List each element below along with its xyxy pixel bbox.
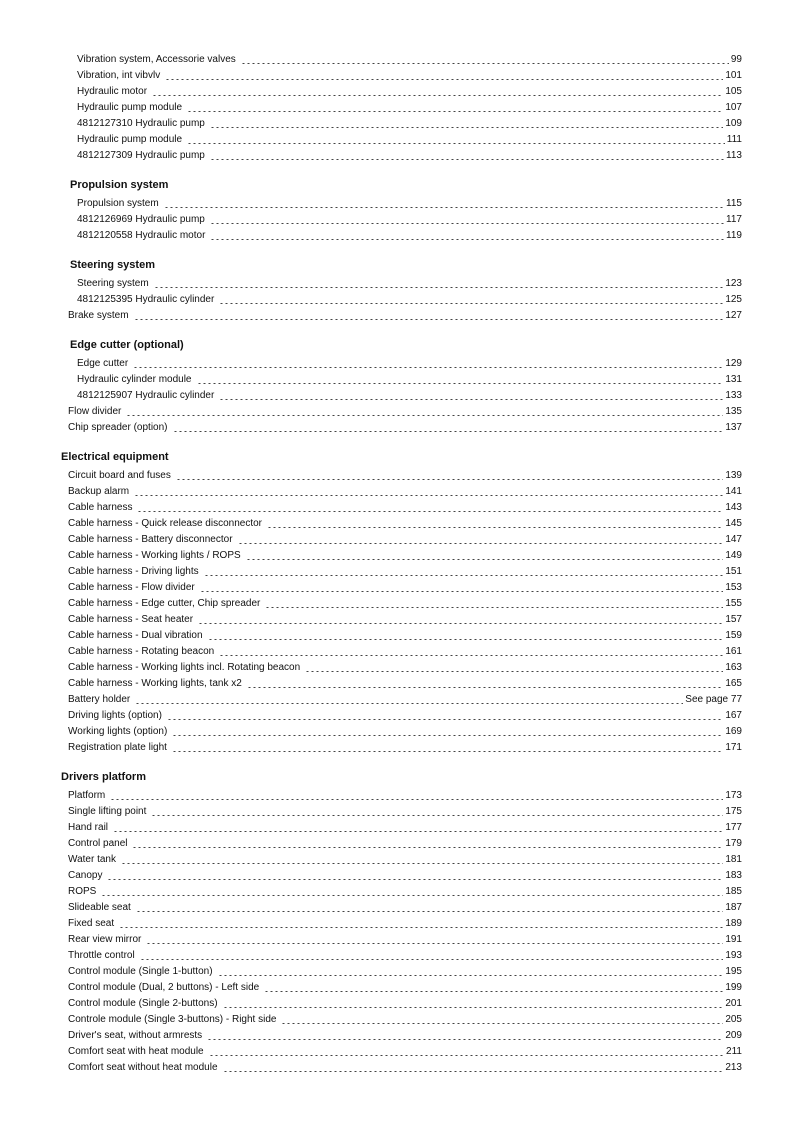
toc-entry-page: 201 (725, 998, 742, 1009)
toc-entry[interactable] (68, 306, 742, 322)
toc-entry-page: 101 (725, 70, 742, 81)
toc-entry-label: Driver's seat, without armrests (68, 1030, 203, 1041)
toc-entry-page: 155 (725, 598, 742, 609)
toc-entry-label: Hand rail (68, 822, 109, 833)
toc-entry-page: 141 (725, 486, 742, 497)
toc-entry[interactable] (77, 210, 742, 226)
dot-leader (154, 287, 724, 288)
dot-leader (208, 639, 724, 640)
toc-entry[interactable] (68, 1010, 742, 1026)
toc-entry-page: 213 (725, 1062, 742, 1073)
toc-entry[interactable] (68, 898, 742, 914)
toc-entry-page: 179 (725, 838, 742, 849)
toc-entry[interactable] (68, 498, 742, 514)
toc-entry-page: 157 (725, 614, 742, 625)
toc-entry-page: 189 (725, 918, 742, 929)
dot-leader (132, 847, 723, 848)
dot-leader (126, 415, 723, 416)
toc-entry[interactable] (77, 50, 742, 66)
toc-entry-label: Cable harness - Quick release disconnector (68, 518, 262, 529)
toc-entry-page: 123 (725, 278, 742, 289)
dot-leader (113, 831, 723, 832)
toc-entry-label: Registration plate light (68, 742, 167, 753)
dot-leader (152, 95, 723, 96)
toc-entry[interactable] (68, 946, 742, 962)
toc-entry-label: Battery holder (68, 694, 131, 705)
toc-entry-page: 195 (725, 966, 742, 977)
section-heading-steering: Steering system (70, 259, 155, 271)
toc-entry-page: 137 (725, 422, 742, 433)
toc-entry-label: Platform (68, 790, 106, 801)
toc-entry[interactable] (68, 1026, 742, 1042)
toc-entry[interactable] (77, 386, 742, 402)
toc-entry-page: 153 (725, 582, 742, 593)
toc-entry[interactable] (68, 722, 742, 738)
toc-entry-page: 149 (725, 550, 742, 561)
dot-leader (172, 751, 723, 752)
toc-entry-label: Cable harness - Flow divider (68, 582, 195, 593)
toc-entry[interactable] (68, 482, 742, 498)
dot-leader (134, 319, 724, 320)
toc-entry-page: 127 (725, 310, 742, 321)
dot-leader (137, 511, 723, 512)
toc-entry-label: Cable harness (68, 502, 133, 513)
toc-entry-page: 145 (725, 518, 742, 529)
toc-entry-page: 135 (725, 406, 742, 417)
dot-leader (210, 159, 724, 160)
section-heading-edge-cutter: Edge cutter (optional) (70, 339, 184, 351)
dot-leader (187, 111, 723, 112)
dot-leader (210, 223, 724, 224)
toc-entry[interactable] (68, 466, 742, 482)
toc-entry-page: 167 (725, 710, 742, 721)
toc-entry[interactable] (68, 418, 742, 434)
toc-entry-label: Chip spreader (option) (68, 422, 168, 433)
dot-leader (165, 79, 723, 80)
toc-entry[interactable] (68, 930, 742, 946)
toc-entry[interactable] (77, 98, 742, 114)
toc-entry-label: Vibration, int vibvlv (77, 70, 161, 81)
toc-entry[interactable] (77, 146, 742, 162)
toc-entry-label: Brake system (68, 310, 129, 321)
toc-entry-label: 4812125907 Hydraulic cylinder (77, 390, 215, 401)
toc-entry[interactable] (68, 546, 742, 562)
toc-entry-label: Cable harness - Rotating beacon (68, 646, 215, 657)
dot-leader (133, 367, 723, 368)
toc-entry[interactable] (68, 690, 742, 706)
dot-leader (110, 799, 723, 800)
toc-entry[interactable] (68, 866, 742, 882)
toc-entry-page: 139 (725, 470, 742, 481)
toc-entry-label: Single lifting point (68, 806, 147, 817)
toc-entry-page: 143 (725, 502, 742, 513)
dot-leader (172, 735, 723, 736)
toc-entry-page: 107 (725, 102, 742, 113)
toc-entry-page: 185 (725, 886, 742, 897)
toc-entry-page: 125 (725, 294, 742, 305)
toc-entry-label: 4812127310 Hydraulic pump (77, 118, 205, 129)
toc-entry[interactable] (68, 530, 742, 546)
dot-leader (204, 575, 724, 576)
dot-leader (164, 207, 724, 208)
toc-entry-label: Steering system (77, 278, 149, 289)
toc-entry[interactable] (68, 882, 742, 898)
toc-entry-label: Cable harness - Working lights incl. Rotating beacon (68, 662, 301, 673)
toc-entry[interactable] (77, 370, 742, 386)
dot-leader (210, 127, 723, 128)
toc-entry-page: 159 (725, 630, 742, 641)
toc-entry-label: Flow divider (68, 406, 122, 417)
toc-entry[interactable] (68, 994, 742, 1010)
toc-entry[interactable] (68, 818, 742, 834)
dot-leader (197, 383, 724, 384)
toc-entry-label: Fixed seat (68, 918, 115, 929)
toc-entry-label: 4812125395 Hydraulic cylinder (77, 294, 215, 305)
toc-entry-label: Rear view mirror (68, 934, 142, 945)
dot-leader (247, 687, 724, 688)
toc-entry-page: 193 (725, 950, 742, 961)
dot-leader (167, 719, 723, 720)
toc-entry-label: Control panel (68, 838, 128, 849)
dot-leader (101, 895, 723, 896)
toc-entry[interactable] (68, 578, 742, 594)
dot-leader (176, 479, 723, 480)
dot-leader (219, 399, 723, 400)
dot-leader (140, 959, 724, 960)
toc-entry-page: 117 (726, 214, 742, 225)
toc-entry[interactable] (68, 674, 742, 690)
toc-entry-label: Comfort seat with heat module (68, 1046, 204, 1057)
toc-entry[interactable] (77, 226, 742, 242)
toc-entry-label: Vibration system, Accessorie valves (77, 54, 236, 65)
dot-leader (219, 655, 723, 656)
toc-entry-page: 191 (725, 934, 742, 945)
toc-entry[interactable] (68, 594, 742, 610)
dot-leader (146, 943, 723, 944)
toc-entry[interactable] (68, 402, 742, 418)
dot-leader (246, 559, 724, 560)
toc-entry-label: Propulsion system (77, 198, 159, 209)
dot-leader (136, 911, 723, 912)
toc-entry-label: Cable harness - Working lights, tank x2 (68, 678, 242, 689)
dot-leader (210, 239, 724, 240)
dot-leader (241, 63, 729, 64)
toc-entry-page: 109 (725, 118, 742, 129)
toc-entry-page: 165 (725, 678, 742, 689)
toc-entry[interactable] (77, 290, 742, 306)
toc-entry-page: 169 (725, 726, 742, 737)
toc-entry[interactable] (68, 914, 742, 930)
toc-entry[interactable] (77, 354, 742, 370)
toc-entry-page: 183 (725, 870, 742, 881)
toc-entry-page: 119 (726, 230, 742, 241)
toc-entry-page: 105 (725, 86, 742, 97)
toc-entry-label: Comfort seat without heat module (68, 1062, 218, 1073)
toc-entry-label: Cable harness - Driving lights (68, 566, 199, 577)
toc-entry-label: Cable harness - Dual vibration (68, 630, 203, 641)
toc-entry-label: Control module (Single 1-button) (68, 966, 213, 977)
toc-entry[interactable] (68, 514, 742, 530)
toc-entry[interactable] (68, 850, 742, 866)
toc-entry-label: Cable harness - Seat heater (68, 614, 194, 625)
toc-entry[interactable] (68, 658, 742, 674)
toc-entry[interactable] (68, 786, 742, 802)
dot-leader (135, 703, 683, 704)
toc-entry-page: See page 77 (685, 694, 742, 705)
dot-leader (119, 927, 723, 928)
dot-leader (305, 671, 723, 672)
toc-entry-page: 187 (725, 902, 742, 913)
toc-entry-label: ROPS (68, 886, 97, 897)
dot-leader (219, 303, 723, 304)
toc-entry-page: 147 (725, 534, 742, 545)
toc-entry-label: Canopy (68, 870, 103, 881)
toc-entry-label: Control module (Dual, 2 buttons) - Left side (68, 982, 260, 993)
toc-entry-page: 181 (725, 854, 742, 865)
toc-entry[interactable] (68, 562, 742, 578)
toc-entry-page: 173 (725, 790, 742, 801)
toc-entry-label: Working lights (option) (68, 726, 168, 737)
dot-leader (121, 863, 723, 864)
dot-leader (264, 991, 723, 992)
toc-entry-page: 161 (725, 646, 742, 657)
toc-entry-page: 99 (730, 54, 742, 65)
toc-entry[interactable] (77, 82, 742, 98)
toc-entry-page: 133 (725, 390, 742, 401)
toc-entry[interactable] (68, 1042, 742, 1058)
toc-entry-page: 177 (725, 822, 742, 833)
toc-entry[interactable] (68, 610, 742, 626)
dot-leader (218, 975, 724, 976)
toc-entry-label: Control module (Single 2-buttons) (68, 998, 218, 1009)
toc-entry-page: 111 (726, 134, 742, 145)
dot-leader (134, 495, 723, 496)
toc-entry-page: 115 (726, 198, 742, 209)
toc-entry-label: Hydraulic motor (77, 86, 148, 97)
toc-entry-label: Hydraulic cylinder module (77, 374, 192, 385)
toc-entry-label: Controle module (Single 3-buttons) - Right side (68, 1014, 277, 1025)
toc-entry-page: 163 (725, 662, 742, 673)
dot-leader (173, 431, 724, 432)
toc-entry[interactable] (68, 1058, 742, 1074)
toc-entry-label: 4812127309 Hydraulic pump (77, 150, 205, 161)
dot-leader (151, 815, 723, 816)
dot-leader (238, 543, 724, 544)
section-heading-propulsion: Propulsion system (70, 179, 169, 191)
toc-entry[interactable] (68, 738, 742, 754)
toc-entry-label: 4812126969 Hydraulic pump (77, 214, 205, 225)
toc-entry-label: Cable harness - Edge cutter, Chip spreader (68, 598, 261, 609)
toc-entry-label: Hydraulic pump module (77, 102, 183, 113)
toc-entry-page: 211 (726, 1046, 742, 1057)
dot-leader (223, 1007, 724, 1008)
toc-entry-page: 151 (725, 566, 742, 577)
toc-entry[interactable] (68, 834, 742, 850)
toc-entry-page: 171 (725, 742, 742, 753)
toc-entry-label: Throttle control (68, 950, 135, 961)
dot-leader (281, 1023, 723, 1024)
toc-entry[interactable] (68, 802, 742, 818)
toc-entry-label: Edge cutter (77, 358, 129, 369)
toc-entry[interactable] (68, 642, 742, 658)
toc-entry[interactable] (68, 626, 742, 642)
toc-entry-label: Slideable seat (68, 902, 131, 913)
toc-entry-label: 4812120558 Hydraulic motor (77, 230, 206, 241)
dot-leader (265, 607, 723, 608)
toc-entry-label: Cable harness - Working lights / ROPS (68, 550, 241, 561)
toc-entry-label: Water tank (68, 854, 116, 865)
toc-entry-label: Backup alarm (68, 486, 130, 497)
toc-entry[interactable] (77, 114, 742, 130)
toc-entry[interactable] (68, 978, 742, 994)
toc-entry-page: 199 (725, 982, 742, 993)
toc-entry[interactable] (77, 130, 742, 146)
section-heading-drivers-platform: Drivers platform (61, 771, 146, 783)
toc-entry-page: 205 (725, 1014, 742, 1025)
dot-leader (198, 623, 723, 624)
toc-entry-label: Circuit board and fuses (68, 470, 171, 481)
toc-entry-page: 131 (725, 374, 742, 385)
toc-entry-label: Hydraulic pump module (77, 134, 183, 145)
toc-entry[interactable] (77, 194, 742, 210)
dot-leader (223, 1071, 724, 1072)
dot-leader (107, 879, 723, 880)
toc-entry-label: Driving lights (option) (68, 710, 162, 721)
section-heading-electrical: Electrical equipment (61, 451, 169, 463)
dot-leader (200, 591, 724, 592)
toc-entry-page: 175 (725, 806, 742, 817)
toc-entry[interactable] (77, 274, 742, 290)
toc-entry-page: 113 (726, 150, 742, 161)
dot-leader (187, 143, 725, 144)
dot-leader (209, 1055, 724, 1056)
toc-entry-label: Cable harness - Battery disconnector (68, 534, 233, 545)
toc-entry-page: 209 (725, 1030, 742, 1041)
toc-entry[interactable] (77, 66, 742, 82)
dot-leader (267, 527, 723, 528)
toc-entry[interactable] (68, 706, 742, 722)
toc-entry[interactable] (68, 962, 742, 978)
toc-entry-page: 129 (725, 358, 742, 369)
dot-leader (207, 1039, 723, 1040)
